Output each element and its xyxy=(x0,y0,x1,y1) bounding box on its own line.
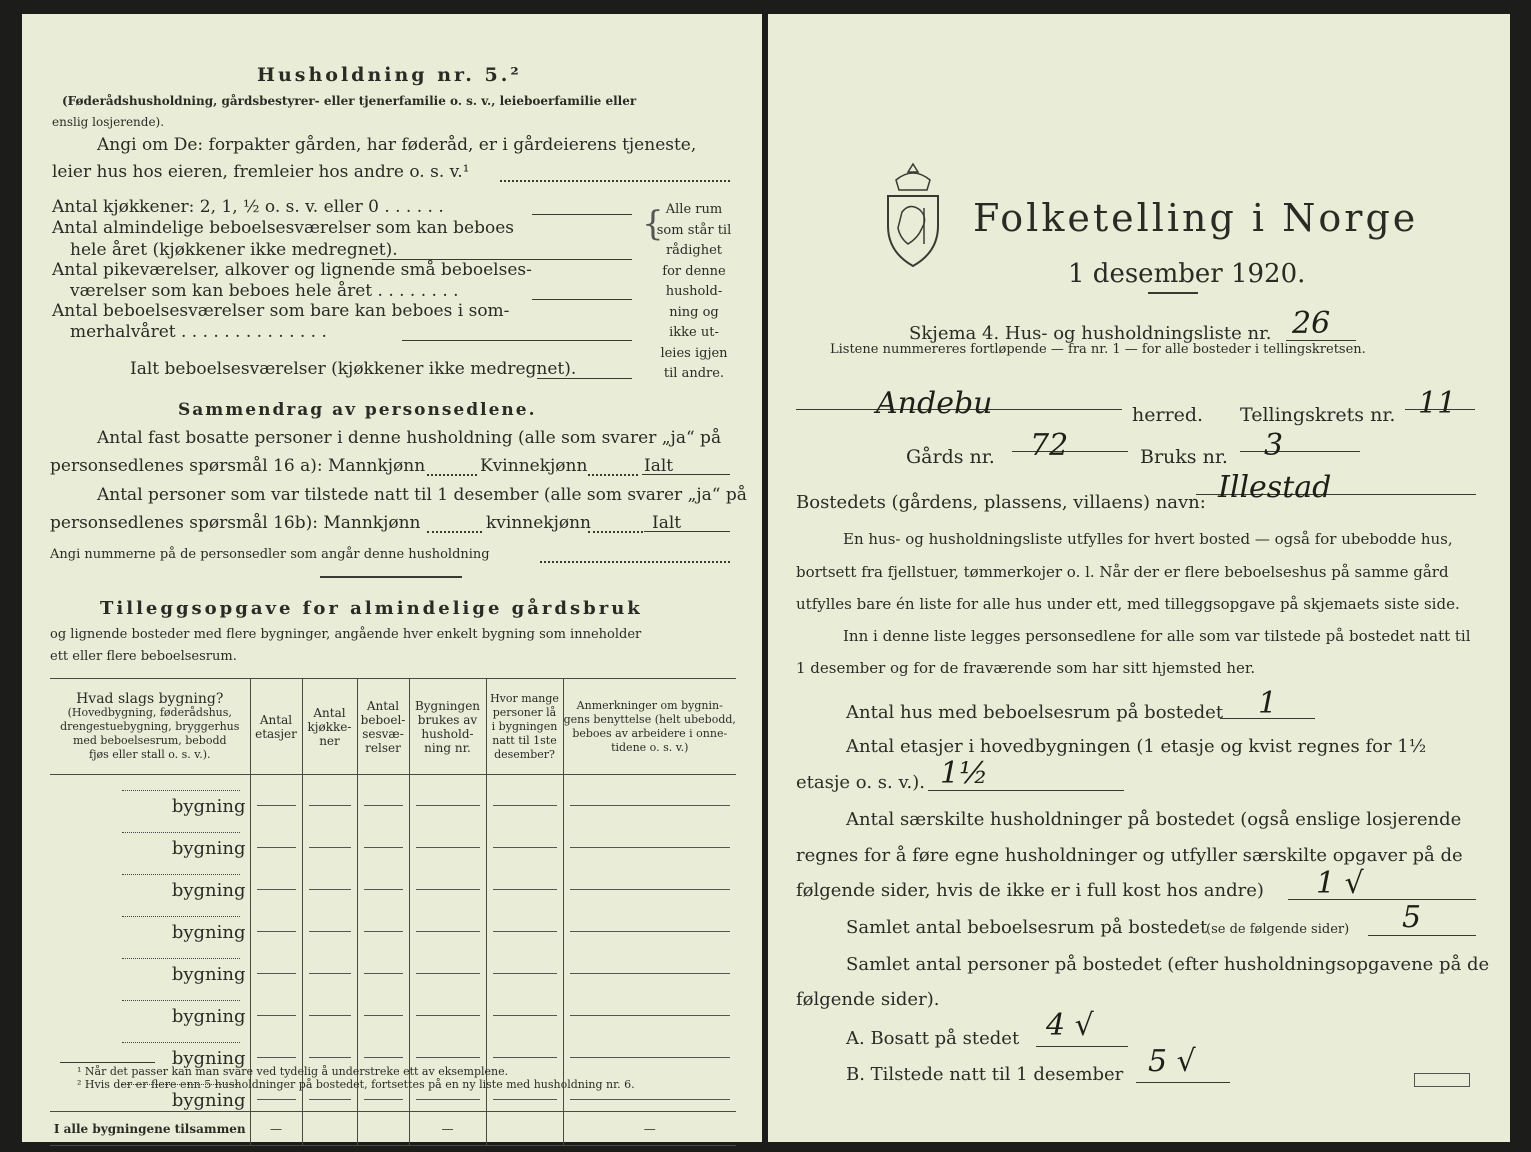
table-cell xyxy=(302,1027,357,1069)
table-cell xyxy=(486,859,563,901)
krets-label: Tellingskrets nr. xyxy=(1240,404,1396,426)
bruks-label: Bruks nr. xyxy=(1140,446,1228,468)
side-note-line: for denne xyxy=(662,263,726,279)
b-ialt-line xyxy=(644,531,730,532)
total-cell xyxy=(486,1112,563,1146)
table-cell xyxy=(250,817,302,859)
table-cell xyxy=(486,1027,563,1069)
krets-value: 11 xyxy=(1418,386,1457,421)
bygning-cell xyxy=(50,985,250,1027)
bygning-label: bygning xyxy=(171,880,246,901)
total-cell xyxy=(357,1112,409,1146)
table-cell xyxy=(563,985,736,1027)
rum-label: Samlet antal beboelsesrum på bostedet xyxy=(846,917,1208,938)
table-cell xyxy=(409,1027,486,1069)
instruction-2: bortsett fra fjellstuer, tømmerkojer o. l. Når der er flere beboelseshus på samme gård xyxy=(796,563,1449,581)
col-header-beboelsesvaerelser: Antal beboel- sesvæ- relser xyxy=(357,679,409,775)
rum-note: (se de følgende sider) xyxy=(1206,922,1350,937)
pers-line-1: Samlet antal personer på bostedet (efter husholdningsopgavene på de xyxy=(846,954,1490,975)
table-cell xyxy=(409,859,486,901)
hush-line-2: regnes for å føre egne husholdninger og utfyller særskilte opgaver på de xyxy=(796,845,1463,866)
table-cell xyxy=(250,775,302,818)
herred-label: herred. xyxy=(1132,404,1204,426)
table-cell xyxy=(250,901,302,943)
table-cell xyxy=(302,985,357,1027)
table-cell xyxy=(250,985,302,1027)
table-cell xyxy=(563,817,736,859)
instruction-3: utfylles bare én liste for alle hus under ett, med tilleggsopgave på skjemaets siste side. xyxy=(796,595,1460,613)
b-mann-line xyxy=(427,531,482,533)
side-note-line: hushold- xyxy=(665,284,723,299)
hush-line-3: følgende sider, hvis de ikke er i full kost hos andre) xyxy=(796,880,1264,901)
side-note-line: leies igjen xyxy=(660,345,728,361)
rum-value: 5 xyxy=(1402,900,1422,935)
summary-heading: Sammendrag av personsedlene. xyxy=(178,400,537,420)
summary-a-line-1: Antal fast bosatte personer i denne husholdning (alle som svarer „ja“ på xyxy=(97,428,722,448)
norway-coat-of-arms-icon xyxy=(882,160,944,270)
bygning-fill-line xyxy=(122,1042,240,1043)
etasjer-label-1: Antal etasjer i hovedbygningen (1 etasje og kvist regnes for 1½ xyxy=(846,736,1427,757)
bygning-label: bygning xyxy=(171,1048,246,1069)
table-row xyxy=(50,859,736,901)
tillegg-heading: Tilleggsopgave for almindelige gårdsbruk xyxy=(100,598,643,619)
table-row xyxy=(50,901,736,943)
total-cell xyxy=(302,1112,357,1146)
table-cell xyxy=(563,775,736,818)
bygning-fill-line xyxy=(122,1000,240,1001)
bruks-value: 3 xyxy=(1264,428,1284,463)
bygning-fill-line xyxy=(122,790,240,791)
table-cell xyxy=(302,943,357,985)
bygning-label: bygning xyxy=(171,796,246,817)
numbering-note: Listene nummereres fortløpende — fra nr. 1 — for alle bosteder i tellingskretsen. xyxy=(830,342,1366,357)
bygning-fill-line xyxy=(122,916,240,917)
bygning-label: bygning xyxy=(171,1090,246,1111)
side-note-line: rådighet xyxy=(665,243,723,258)
rooms-side-note xyxy=(650,200,738,385)
rooms-kjokkener: Antal kjøkkener: 2, 1, ½ o. s. v. eller 0 . . . . . . xyxy=(52,197,444,217)
kjokkener-line xyxy=(532,214,632,215)
bygning-fill-line xyxy=(122,832,240,833)
table-cell xyxy=(486,775,563,818)
bygning-cell xyxy=(50,817,250,859)
summary-b-line-2: personsedlenes spørsmål 16b): Mannkjønn xyxy=(50,513,421,533)
table-cell xyxy=(302,775,357,818)
rooms-sommer-2: merhalvåret . . . . . . . . . . . . . . xyxy=(70,322,327,342)
table-cell xyxy=(250,943,302,985)
side-note-line: Alle rum xyxy=(665,202,723,217)
total-cell: — xyxy=(250,1112,302,1146)
pike-line xyxy=(532,299,632,300)
rooms-alm-2: hele året (kjøkkener ikke medregnet). xyxy=(70,240,398,260)
table-header-row xyxy=(50,679,736,775)
summary-angi: Angi nummerne på de personsedler som angår denne husholdning xyxy=(50,547,490,562)
sommer-line xyxy=(402,340,632,341)
bygning-label: bygning xyxy=(171,922,246,943)
a-ialt-line xyxy=(642,474,730,475)
title-divider xyxy=(1148,292,1198,294)
herred-value: Andebu xyxy=(876,386,993,421)
col-header-kjokkener: Antal kjøkke- ner xyxy=(302,679,357,775)
table-cell xyxy=(563,943,736,985)
table-row xyxy=(50,775,736,818)
bosatt-line xyxy=(1036,1046,1128,1047)
a-kvinne-line xyxy=(588,474,638,476)
table-cell xyxy=(302,901,357,943)
tilstede-line xyxy=(1136,1082,1230,1083)
instruction-4: Inn i denne liste legges personsedlene for alle som var tilstede på bostedet natt til xyxy=(843,627,1471,645)
skjema-label: Skjema 4. Hus- og husholdningsliste nr. xyxy=(909,323,1272,344)
bygning-label: bygning xyxy=(171,964,246,985)
left-page xyxy=(22,14,762,1142)
bygning-cell xyxy=(50,775,250,818)
table-cell xyxy=(486,943,563,985)
summary-b-line-1: Antal personer som var tilstede natt til 1 desember (alle som svarer „ja“ på xyxy=(97,485,747,505)
pers-line-2: følgende sider). xyxy=(796,989,940,1010)
total-cell: — xyxy=(409,1112,486,1146)
printer-stamp xyxy=(1414,1073,1470,1087)
side-note-line: ikke ut- xyxy=(669,325,719,340)
angi-line-2: leier hus hos eieren, fremleier hos andre o. s. v.¹ xyxy=(52,162,470,182)
rooms-pike-1: Antal pikeværelser, alkover og lignende små beboelses- xyxy=(52,260,532,280)
bygning-label: bygning xyxy=(171,838,246,859)
bygning-fill-line xyxy=(122,874,240,875)
table-cell xyxy=(409,775,486,818)
side-note-line: ning og xyxy=(669,304,719,320)
bosatt-label: A. Bosatt på stedet xyxy=(846,1028,1020,1049)
table-cell xyxy=(357,859,409,901)
b-kvinne-line xyxy=(588,531,643,533)
col-header-anmerkninger: Anmerkninger om bygnin- gens benyttelse (helt ubebodd, beboes av arbeidere i onne- tidene o. s. v.) xyxy=(563,679,736,775)
footnote-2: ² Hvis der er flere enn 5 husholdninger på bostedet, fortsettes på en ny liste med husholdning nr. 6. xyxy=(77,1078,635,1091)
col-header-etasjer: Antal etasjer xyxy=(250,679,302,775)
table-cell xyxy=(563,901,736,943)
intro-line-1: (Føderådshusholdning, gårdsbestyrer- eller tjenerfamilie o. s. v., leieboerfamilie eller xyxy=(62,94,637,108)
bygning-label: bygning xyxy=(171,1006,246,1027)
a-mann-line xyxy=(427,474,477,476)
table-cell xyxy=(357,985,409,1027)
household-title: Husholdning nr. 5.² xyxy=(257,64,522,86)
table-row xyxy=(50,817,736,859)
table-cell xyxy=(486,817,563,859)
bygning-cell xyxy=(50,943,250,985)
bosted-label: Bostedets (gårdens, plassens, villaens) navn: xyxy=(796,492,1206,513)
angi-answer-line xyxy=(500,180,730,182)
bruks-line xyxy=(1240,451,1360,452)
tillegg-text-1: og lignende bosteder med flere bygninger, angående hver enkelt bygning som inneholder xyxy=(50,627,642,642)
building-rows xyxy=(50,775,736,1112)
etasjer-value: 1½ xyxy=(940,756,989,791)
bygning-cell xyxy=(50,859,250,901)
table-cell xyxy=(563,859,736,901)
table-cell xyxy=(357,817,409,859)
angi-nummer-line xyxy=(540,561,730,563)
table-cell xyxy=(250,1027,302,1069)
hush-value: 1 √ xyxy=(1316,866,1364,901)
table-total-row xyxy=(50,1112,736,1146)
summary-a-kvinne: Kvinnekjønn xyxy=(480,456,588,476)
rooms-sommer-1: Antal beboelsesværelser som bare kan beboes i som- xyxy=(52,301,510,321)
table-cell xyxy=(357,775,409,818)
bygning-cell xyxy=(50,901,250,943)
hush-line-1: Antal særskilte husholdninger på bostedet (også enslige losjerende xyxy=(846,809,1462,830)
table-cell xyxy=(357,1027,409,1069)
tilstede-label: B. Tilstede natt til 1 desember xyxy=(846,1064,1124,1085)
brace-icon: { xyxy=(642,204,664,244)
table-cell xyxy=(357,943,409,985)
rooms-alm-1: Antal almindelige beboelsesværelser som kan beboes xyxy=(52,218,514,238)
summary-b-ialt: Ialt xyxy=(652,513,682,533)
total-label: I alle bygningene tilsammen xyxy=(53,1121,246,1136)
footnote-divider xyxy=(60,1062,155,1063)
gards-value: 72 xyxy=(1030,428,1069,463)
antal-hus-value: 1 xyxy=(1258,686,1278,721)
tilstede-value: 5 √ xyxy=(1148,1044,1196,1079)
antal-hus-label: Antal hus med beboelsesrum på bostedet xyxy=(846,702,1224,723)
angi-line-1: Angi om De: forpakter gården, har føderåd, er i gårdeierens tjeneste, xyxy=(97,135,697,155)
side-note-line: som står til xyxy=(656,222,732,238)
table-cell xyxy=(409,901,486,943)
table-row xyxy=(50,985,736,1027)
summary-a-line-2: personsedlenes spørsmål 16 a): Mannkjønn xyxy=(50,456,426,476)
section-divider xyxy=(320,576,462,578)
side-note-line: til andre. xyxy=(663,366,725,381)
census-title: Folketelling i Norge xyxy=(973,196,1419,240)
intro-line-2: enslig losjerende). xyxy=(52,115,165,129)
instruction-5: 1 desember og for de fraværende som har sitt hjemsted her. xyxy=(796,659,1256,677)
summary-b-kvinne: kvinnekjønn xyxy=(486,513,592,533)
tillegg-text-2: ett eller flere beboelsesrum. xyxy=(50,649,237,664)
rooms-ialt: Ialt beboelsesværelser (kjøkkener ikke medregnet). xyxy=(130,359,577,379)
col-header-personer: Hvor mange personer lå i bygningen natt til 1ste desember? xyxy=(486,679,563,775)
bosted-value: Illestad xyxy=(1218,470,1332,505)
instruction-1: En hus- og husholdningsliste utfylles for hvert bosted — også for ubebodde hus, xyxy=(843,530,1453,548)
table-cell xyxy=(409,943,486,985)
col-header-husholdning-nr: Bygningen brukes av hushold- ning nr. xyxy=(409,679,486,775)
bygning-fill-line xyxy=(122,958,240,959)
gards-label: Gårds nr. xyxy=(906,446,995,468)
table-cell xyxy=(486,985,563,1027)
total-cell: — xyxy=(563,1112,736,1146)
table-cell xyxy=(486,901,563,943)
ialt-line xyxy=(537,378,632,379)
rooms-pike-2: værelser som kan beboes hele året . . . . . . . . xyxy=(70,281,459,301)
census-date: 1 desember 1920. xyxy=(1068,259,1306,289)
skjema-nr-value: 26 xyxy=(1292,306,1331,341)
col-header-bygning: Hvad slags bygning? (Hovedbygning, føderådshus, drengestuebygning, bryggerhus med beboelsesrum, bebodd fjøs eller stall o. s. v.). xyxy=(50,679,250,775)
etasjer-label-2: etasje o. s. v.). xyxy=(796,772,925,793)
right-page xyxy=(768,14,1510,1142)
table-cell xyxy=(409,985,486,1027)
table-cell xyxy=(563,1027,736,1069)
summary-a-ialt: Ialt xyxy=(644,456,674,476)
footnote-1: ¹ Når det passer kan man svare ved tydelig å understreke ett av eksemplene. xyxy=(77,1065,509,1078)
table-cell xyxy=(409,817,486,859)
table-cell xyxy=(302,859,357,901)
rum-line xyxy=(1368,935,1476,936)
table-cell xyxy=(250,859,302,901)
table-cell xyxy=(302,817,357,859)
table-cell xyxy=(357,901,409,943)
table-row xyxy=(50,943,736,985)
bosatt-value: 4 √ xyxy=(1046,1008,1094,1043)
